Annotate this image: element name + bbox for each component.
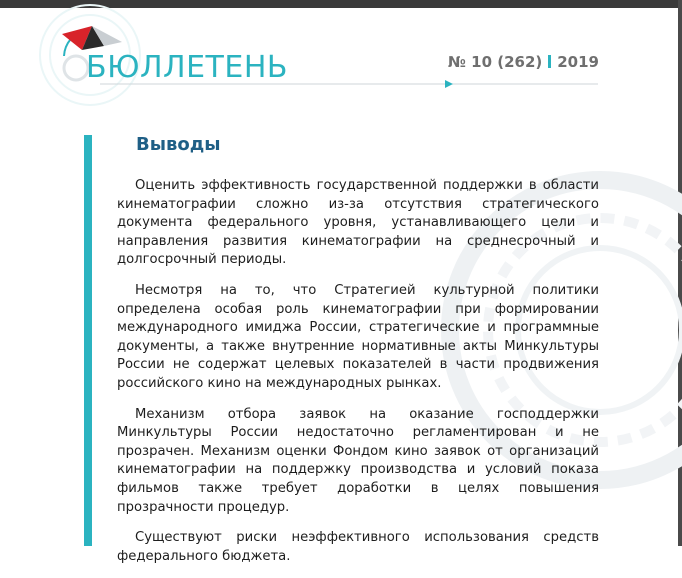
section-accent-bar (84, 135, 92, 546)
paragraph: Механизм отбора заявок на оказание господдержки Минкультуры России недостаточно регламентирован и не прозрачен. Механизм оценки Фондом кино заявок от организаций кинематографии на поддержку производства и условий показа фильмов также требует доработки в целях повышения прозрачности процедур. (117, 406, 599, 515)
issue-number: № 10 (262) (447, 53, 543, 71)
paragraph: Оценить эффективность государственной поддержки в области кинематографии сложно из-за отсутствия стратегического документа федерального уровня, устанавливающего цели и направления развития кинематографии на среднесрочный и долгосрочный периоды. (117, 178, 599, 268)
conclusions-body (117, 177, 599, 578)
issue-separator (548, 55, 551, 68)
bulletin-title: БЮЛЛЕТЕНЬ (86, 50, 288, 85)
paragraph: Существуют риски неэффективного использования средств федерального бюджета. (117, 530, 599, 564)
paragraph: Несмотря на то, что Стратегией культурной политики определена особая роль кинематографии при формировании международного имиджа России, стратегические и программные документы, а также внутренние нормативные акты Минкультуры России не содержат целевых показателей в части продвижения российского кино на международных рынках. (117, 282, 599, 391)
issue-info (448, 53, 599, 71)
section-title: Выводы (136, 134, 221, 155)
issue-year: 2019 (557, 53, 599, 71)
